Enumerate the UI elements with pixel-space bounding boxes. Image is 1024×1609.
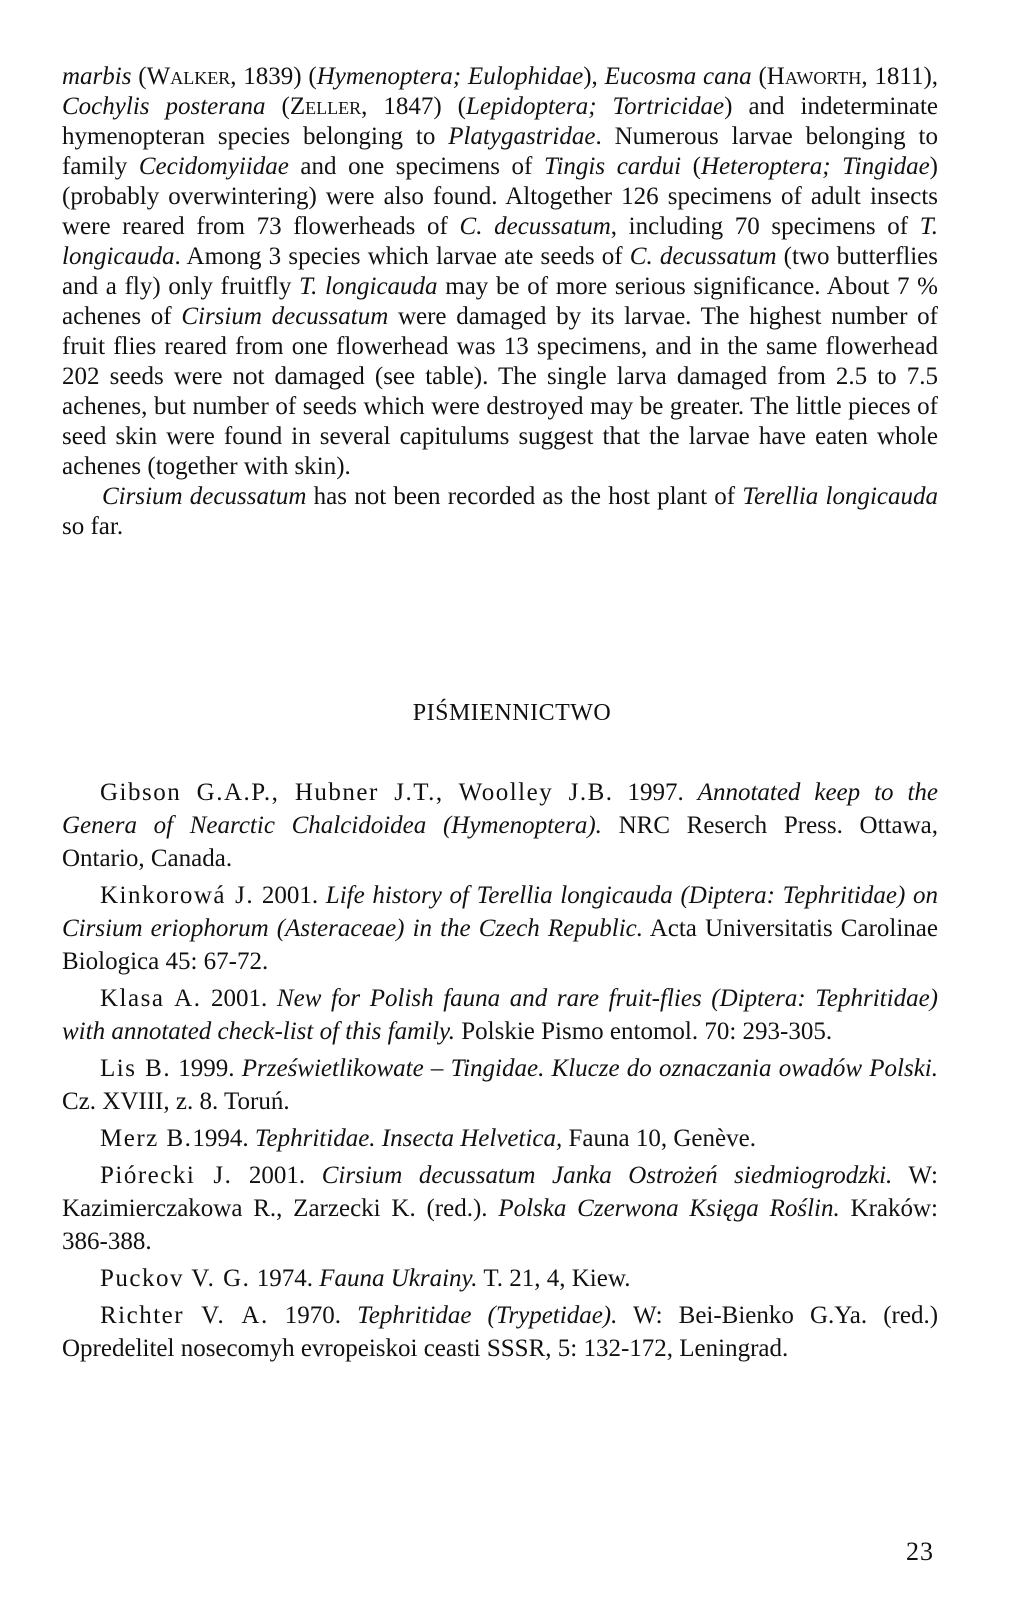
italic-text: Heteroptera; Tingidae	[700, 153, 930, 180]
text-run: 1974.	[250, 1265, 320, 1292]
author-name-smallcaps: Zeller	[289, 93, 362, 120]
text-run: Acta Universitatis Carolinae Biologica 45: 67-72.	[62, 915, 938, 975]
italic-text: Annotated keep to the Genera of Nearctic Chalcidoidea (Hymenoptera).	[62, 779, 939, 839]
text-run: 1997.	[613, 779, 698, 806]
reference-authors: Gibson G.A.P., Hubner J.T., Woolley J.B.	[100, 779, 614, 806]
reference-authors: Richter V. A.	[100, 1302, 269, 1329]
text-run: 1994.	[192, 1125, 255, 1152]
text-run: were damaged by its larvae. The highest number of fruit flies reared from one flowerhead was 13 specimens, and in the same flowerhead 202 seeds were not damaged (see table). The single larva damaged from 2.5 to 7.5 achenes, but number of seeds which were destroyed may be greater. The little pieces of seed skin were found in several capitulums suggest that the larvae have eaten whole achenes (together with skin).	[62, 303, 938, 480]
body-paragraph-2	[62, 482, 938, 542]
references-list	[62, 776, 938, 1369]
text-run: ) (probably overwintering) were also found. Altogether 126 specimens of adult insects were reared from 73 flowerheads of	[62, 153, 938, 240]
italic-text: Life history of Terellia longicauda (Diptera: Tephritidae) on Cirsium eriophorum (Asteraceae) in the Czech Republic.	[62, 882, 938, 942]
text-run: W: Bei-Bienko G.Ya. (red.) Opredelitel nosecomyh evropeiskoi ceasti SSSR, 5: 132-172, Leningrad.	[62, 1302, 939, 1362]
text-run: . Among 3 species which larvae ate seeds of	[174, 243, 630, 270]
text-run: (	[265, 93, 290, 120]
reference-entry	[62, 1262, 938, 1295]
italic-text: Cecidomyiidae	[138, 153, 289, 180]
italic-text: Fauna Ukrainy.	[319, 1265, 478, 1292]
text-run: ),	[583, 63, 605, 90]
text-run: (	[131, 63, 147, 90]
text-run: , 1811),	[861, 63, 939, 90]
reference-authors: Puckov V. G.	[100, 1265, 251, 1292]
text-run: , including 70 specimens of	[610, 213, 920, 240]
italic-text: Prześwietlikowate – Tingidae. Klucze do oznaczania owadów Polski.	[241, 1055, 938, 1082]
body-paragraph-1	[62, 62, 938, 482]
text-run: Cz. XVIII, z. 8. Toruń.	[62, 1088, 290, 1115]
text-run: 2001.	[232, 1162, 322, 1189]
body-text	[62, 62, 938, 542]
text-run: may be of more serious significance. About 7 % achenes of	[62, 273, 938, 330]
italic-text: T. longicauda	[299, 273, 438, 300]
page-number: 23	[906, 1537, 934, 1566]
italic-text: C. decussatum	[629, 243, 777, 270]
text-run: T. 21, 4, Kiew.	[477, 1265, 631, 1292]
italic-text: New for Polish fauna and rare fruit-flies (Diptera: Tephritidae) with annotated check-list of this family.	[62, 985, 938, 1045]
italic-text: Tephritidae (Trypetidae).	[357, 1302, 618, 1329]
text-run: 2001.	[254, 882, 326, 909]
reference-entry	[62, 1299, 938, 1365]
reference-entry	[62, 879, 938, 978]
text-run: so far.	[62, 513, 124, 540]
reference-entry	[62, 982, 938, 1048]
reference-authors: Kinkorowá J.	[100, 882, 255, 909]
italic-text: Cochylis posterana	[62, 93, 266, 120]
italic-text: Polska Czerwona Księga Roślin.	[498, 1195, 840, 1222]
reference-authors: Merz B.	[100, 1125, 193, 1152]
text-run: Polskie Pismo entomol. 70: 293-305.	[455, 1018, 833, 1045]
text-run: . Numerous larvae belonging to family	[62, 123, 938, 180]
text-run: 1970.	[268, 1302, 358, 1329]
reference-authors: Klasa A.	[100, 985, 202, 1012]
text-run: , 1847) (	[361, 93, 466, 120]
reference-entry	[62, 1122, 938, 1155]
text-run: NRC Reserch Press. Ottawa, Ontario, Canada.	[62, 812, 938, 872]
text-run: ) and indeterminate hymenopteran species belonging to	[62, 93, 938, 150]
reference-entry	[62, 1159, 938, 1258]
reference-authors: Piórecki J.	[100, 1162, 233, 1189]
text-run: Fauna 10, Genève.	[562, 1125, 756, 1152]
italic-text: Hymenoptera; Eulophidae	[316, 63, 584, 90]
author-name-smallcaps: Walker	[146, 63, 231, 90]
italic-text: Tingis cardui	[543, 153, 682, 180]
italic-text: Cirsium decussatum Janka Ostrożeń siedmiogrodzki.	[321, 1162, 893, 1189]
italic-text: Lepidoptera; Tortricidae	[466, 93, 725, 120]
italic-text: Terellia longicauda	[742, 483, 939, 510]
italic-text: Platygastridae	[448, 123, 596, 150]
italic-text: Cirsium decussatum	[181, 303, 389, 330]
italic-text: Tephritidae. Insecta Helvetica,	[254, 1125, 563, 1152]
reference-entry	[62, 776, 938, 875]
references-heading: PIŚMIENNICTWO	[412, 700, 612, 726]
italic-text: T. longicauda	[62, 213, 938, 270]
text-run: (	[681, 153, 701, 180]
italic-text: Eucosma cana	[604, 63, 752, 90]
reference-authors: Lis B.	[100, 1055, 172, 1082]
text-run: Kraków: 386-388.	[62, 1195, 938, 1255]
italic-text: Cirsium decussatum	[102, 483, 307, 510]
text-run: (	[751, 63, 767, 90]
text-run: W: Kazimierczakowa R., Zarzecki K. (red.).	[62, 1162, 938, 1222]
author-name-smallcaps: Haworth	[766, 63, 862, 90]
text-run: has not been recorded as the host plant of	[306, 483, 743, 510]
text-run: , 1839) (	[230, 63, 317, 90]
text-run: (two butterflies and a fly) only fruitfly	[62, 243, 938, 300]
reference-entry	[62, 1052, 938, 1118]
italic-text: marbis	[62, 63, 132, 90]
text-run: 1999.	[171, 1055, 242, 1082]
text-run: and one specimens of	[288, 153, 544, 180]
italic-text: C. decussatum	[459, 213, 611, 240]
text-run: 2001.	[201, 985, 277, 1012]
